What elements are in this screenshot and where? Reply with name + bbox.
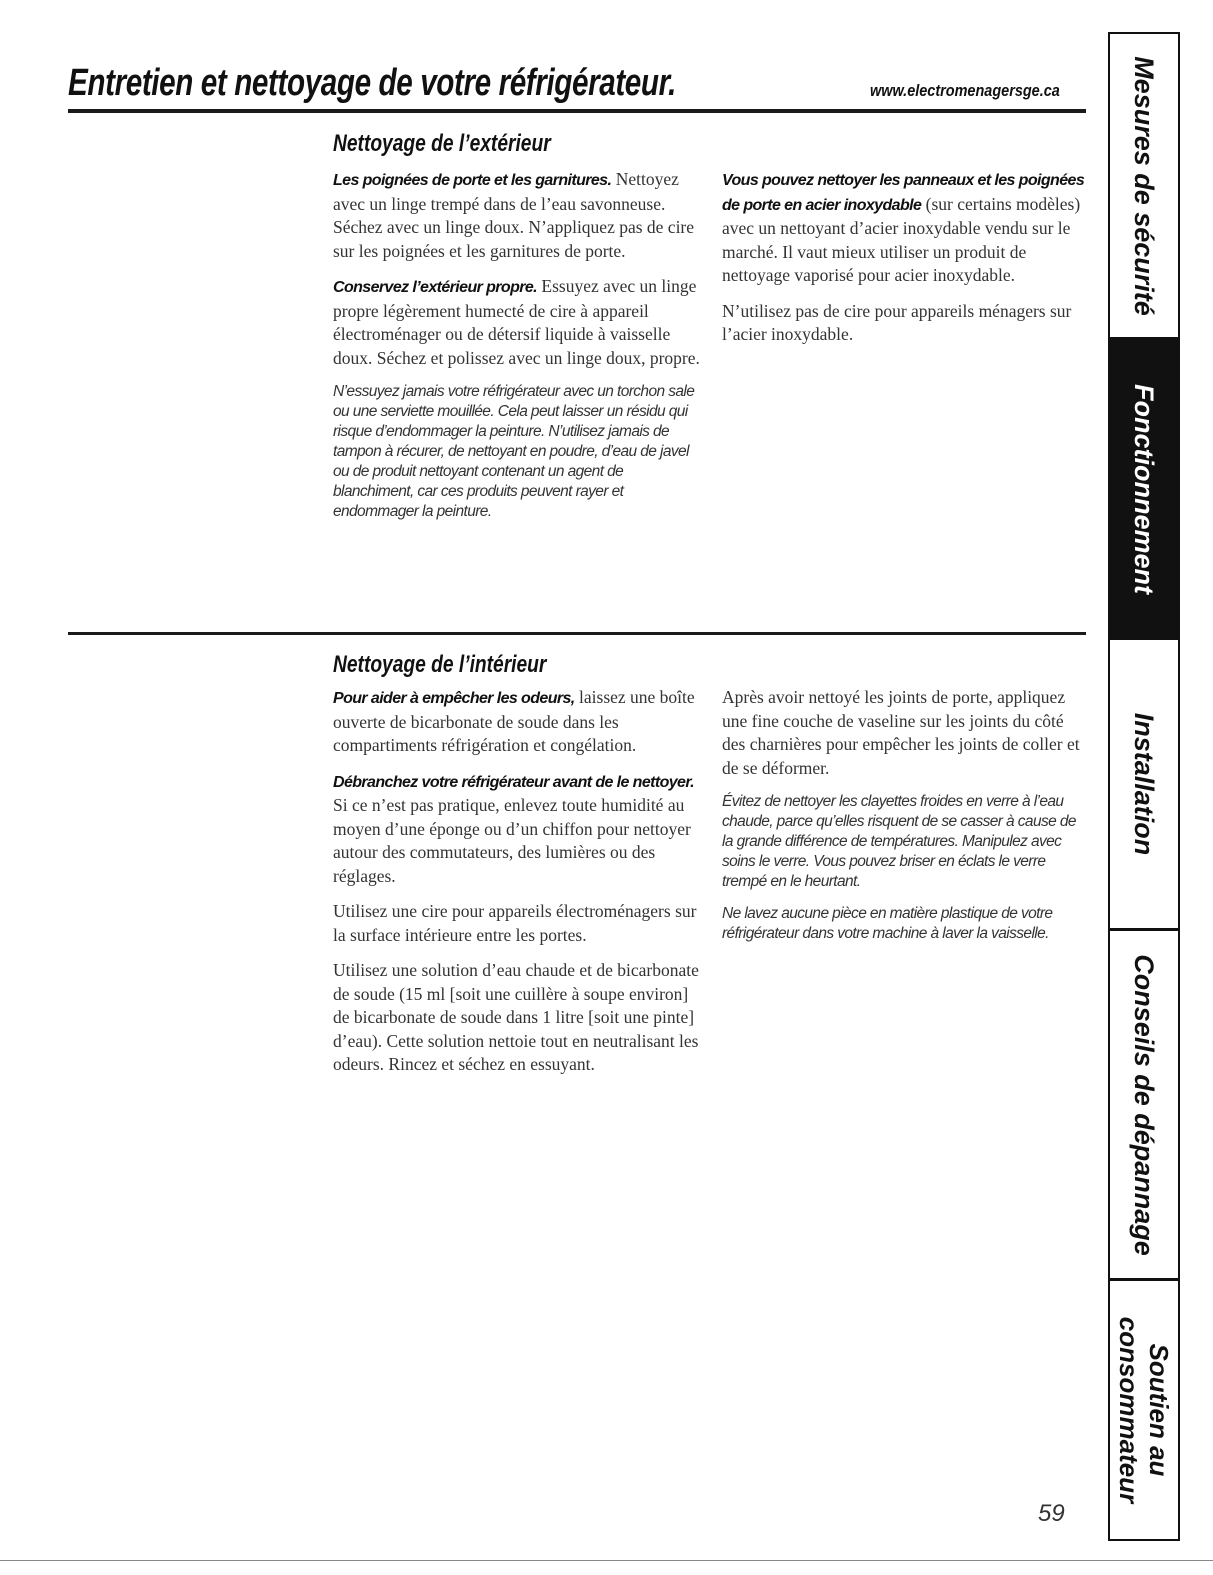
exterior-handles-lead: Les poignées de porte et les garnitures. — [333, 172, 612, 189]
tab-operation-label: Fonctionnement — [1129, 383, 1159, 594]
interior-odors-text: laissez une boîte ouverte de bicarbonate de soude dans les compartiments réfrigération et congélation. — [333, 687, 695, 755]
exterior-clean-text: Essuyez avec un linge propre légèrement humecté de cire à appareil électroménager ou de détersif liquide à vaisselle doux. Séchez et polissez avec un linge doux, propre. — [333, 276, 700, 368]
bottom-edge-line — [0, 1560, 1213, 1561]
tab-troubleshooting-label: Conseils de dépannage — [1129, 953, 1159, 1256]
exterior-clean-lead: Conservez l’extérieur propre. — [333, 279, 538, 296]
interior-paragraph-gaskets: Après avoir nettoyé les joints de porte, appliquez une fine couche de vaseline sur les joints du côté des charnières pour empêcher les joints de coller et de se déformer. — [722, 687, 1080, 778]
exterior-right-column — [722, 168, 1087, 359]
exterior-paragraph-stainless — [722, 168, 1087, 288]
tab-safety-label: Mesures de sécurité — [1129, 55, 1159, 316]
website-url[interactable]: www.electromenagersge.ca — [870, 81, 1060, 100]
interior-left-column — [333, 686, 703, 1089]
exterior-heading: Nettoyage de l’extérieur — [333, 130, 551, 157]
page-number: 59 — [1038, 1500, 1065, 1527]
exterior-paragraph-wax: N’utilisez pas de cire pour appareils ménagers sur l’acier inoxydable. — [722, 300, 1072, 344]
exterior-stainless-text: (sur certains modèles) avec un nettoyant d’acier inoxydable vendu sur le marché. Il vaut mieux utiliser un produit de nettoyage vaporisé pour acier inoxydable. — [722, 193, 1081, 285]
interior-glass-note: Évitez de nettoyer les clayettes froides en verre à l’eau chaude, parce qu’elles risquent de se casser à cause de la grande différence de températures. Manipulez avec soins le verre. Vous pouvez briser en éclats le verre trempé en le heurtant. — [722, 793, 1076, 890]
exterior-left-column — [333, 168, 703, 534]
tab-troubleshooting[interactable] — [1110, 931, 1178, 1278]
exterior-stainless-lead: Vous pouvez nettoyer les panneaux et les poignées de porte en acier inoxydable — [722, 172, 1085, 214]
section-divider — [68, 632, 1086, 635]
tab-installation[interactable] — [1110, 640, 1178, 928]
exterior-warning-note: N’essuyez jamais votre réfrigérateur avec un torchon sale ou une serviette mouillée. Cela peut laisser un résidu qui risque d’endommager la peinture. N’utilisez jamais de tampon à récurer, de nettoyant en poudre, d’eau de javel ou de produit nettoyant contenant un agent de blanchiment, car ces produits peuvent rayer et endommager la peinture. — [333, 383, 695, 520]
exterior-paragraph-handles — [333, 168, 703, 263]
interior-right-column — [722, 686, 1087, 956]
tab-support[interactable] — [1110, 1281, 1178, 1539]
interior-heading: Nettoyage de l’intérieur — [333, 651, 547, 678]
tab-operation[interactable] — [1110, 337, 1178, 640]
interior-dishwasher-note: Ne lavez aucune pièce en matière plastique de votre réfrigérateur dans votre machine à laver la vaisselle. — [722, 905, 1053, 942]
tab-support-label — [1114, 1317, 1174, 1503]
exterior-handles-text: Nettoyez avec un linge trempé dans de l’eau savonneuse. Séchez avec un linge doux. N’appliquez pas de cire sur les poignées et les garnitures de porte. — [333, 169, 695, 261]
page-title: Entretien et nettoyage de votre réfrigérateur. — [68, 62, 676, 104]
tab-support-line2: consommateur — [1114, 1316, 1144, 1504]
tab-safety[interactable] — [1110, 34, 1178, 337]
interior-unplug-lead: Débranchez votre réfrigérateur avant de le nettoyer. — [333, 773, 694, 791]
exterior-paragraph-clean — [333, 275, 703, 370]
interior-paragraph-unplug — [333, 770, 703, 889]
tab-support-line1: Soutien au — [1144, 1343, 1174, 1477]
interior-paragraph-odors — [333, 686, 703, 758]
tab-installation-label: Installation — [1129, 712, 1159, 856]
interior-odors-lead: Pour aider à empêcher les odeurs, — [333, 690, 575, 707]
interior-paragraph-solution: Utilisez une solution d’eau chaude et de bicarbonate de soude (15 ml [soit une cuillère à soupe environ] de bicarbonate de soude dans 1 litre [soit une pinte] d’eau). Cette solution nettoie tout en neutralisant les odeurs. Rincez et séchez en essuyant. — [333, 960, 699, 1074]
title-divider — [68, 109, 1086, 113]
interior-unplug-text: Si ce n’est pas pratique, enlevez toute humidité au moyen d’une éponge ou d’un chiffon pour nettoyer autour des commutateurs, des lumières ou des réglages. — [333, 795, 691, 886]
side-navigation-tabs — [1108, 32, 1180, 1541]
interior-paragraph-wax: Utilisez une cire pour appareils électroménagers sur la surface intérieure entre les portes. — [333, 901, 697, 945]
